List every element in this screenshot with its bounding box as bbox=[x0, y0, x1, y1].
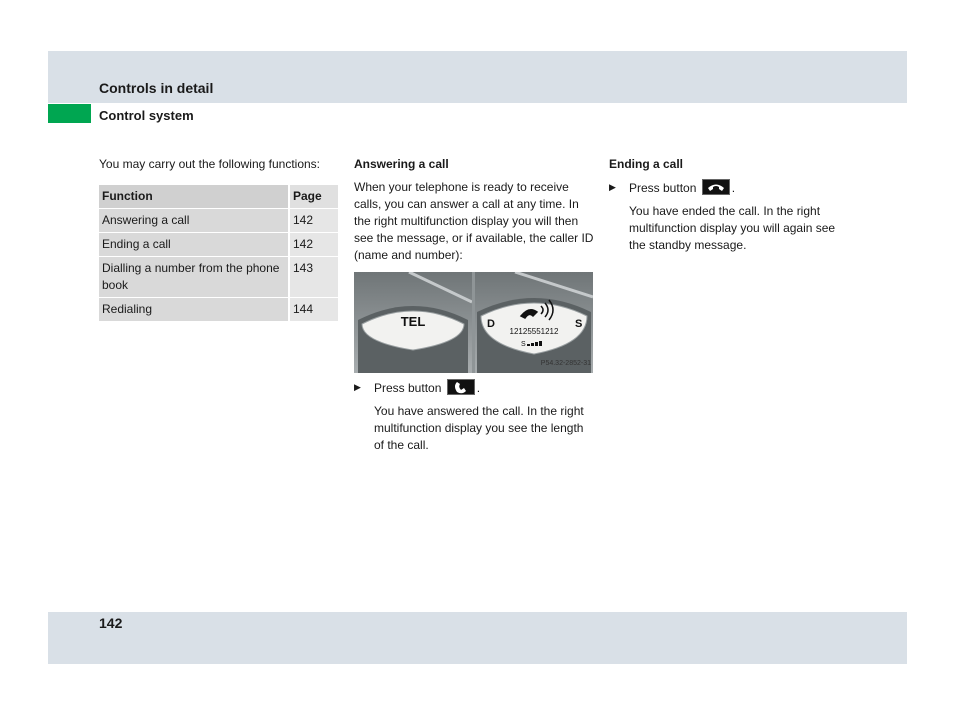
table-header-row bbox=[99, 185, 338, 209]
column-ending bbox=[609, 156, 849, 254]
answering-step bbox=[354, 379, 594, 397]
table-cell-page: 142 bbox=[289, 209, 338, 233]
triangle-right-icon: ▶ bbox=[609, 182, 616, 192]
display-left-panel bbox=[354, 272, 472, 373]
ending-step bbox=[609, 179, 849, 197]
table-cell-function: Dialling a number from the phone book bbox=[99, 257, 289, 298]
display-gear-right: S bbox=[575, 318, 583, 330]
table-cell-function: Answering a call bbox=[99, 209, 289, 233]
answering-body: When your telephone is ready to receive calls, you can answer a call at any time. In the right multifunction display you will then see the message, or if available, the caller ID (name and number): bbox=[354, 180, 594, 262]
triangle-right-icon: ▶ bbox=[354, 382, 361, 392]
display-signal-label: S bbox=[521, 341, 526, 348]
table-cell-page: 142 bbox=[289, 233, 338, 257]
ending-heading: Ending a call bbox=[609, 157, 684, 171]
table-header-function: Function bbox=[99, 185, 289, 209]
step-text-prefix: Press button bbox=[374, 381, 442, 395]
table-row bbox=[99, 257, 338, 298]
table-cell-page: 143 bbox=[289, 257, 338, 298]
table-row bbox=[99, 209, 338, 233]
table-cell-page: 144 bbox=[289, 298, 338, 322]
table-row bbox=[99, 298, 338, 322]
functions-table bbox=[99, 185, 338, 322]
answering-heading: Answering a call bbox=[354, 157, 449, 171]
column-functions bbox=[99, 156, 339, 322]
step-text-suffix: . bbox=[731, 181, 736, 195]
phone-pickup-icon bbox=[447, 379, 475, 395]
display-caller-number: 12125551212 bbox=[509, 327, 559, 336]
column-answering bbox=[354, 156, 594, 454]
multifunction-display-image bbox=[354, 272, 593, 373]
section-marker bbox=[48, 104, 91, 123]
table-row bbox=[99, 233, 338, 257]
page-number: 142 bbox=[99, 615, 123, 631]
step-text-prefix: Press button bbox=[629, 181, 697, 195]
section-title: Controls in detail bbox=[99, 80, 214, 96]
subsection-title: Control system bbox=[99, 108, 194, 123]
display-gear-left: D bbox=[487, 318, 495, 330]
table-cell-function: Ending a call bbox=[99, 233, 289, 257]
ending-result: You have ended the call. In the right multifunction display you will again see the standby message. bbox=[629, 204, 836, 252]
intro-text: You may carry out the following functions: bbox=[99, 157, 321, 171]
step-text-suffix: . bbox=[476, 381, 481, 395]
display-tel-text: TEL bbox=[400, 314, 426, 329]
image-code: P54.32-2852-31 bbox=[540, 360, 591, 367]
table-cell-function: Redialing bbox=[99, 298, 289, 322]
phone-hangup-icon bbox=[702, 179, 730, 195]
table-header-page: Page bbox=[289, 185, 338, 209]
answering-result: You have answered the call. In the right multifunction display you see the length of the call. bbox=[374, 404, 584, 452]
footer-band bbox=[48, 612, 907, 664]
